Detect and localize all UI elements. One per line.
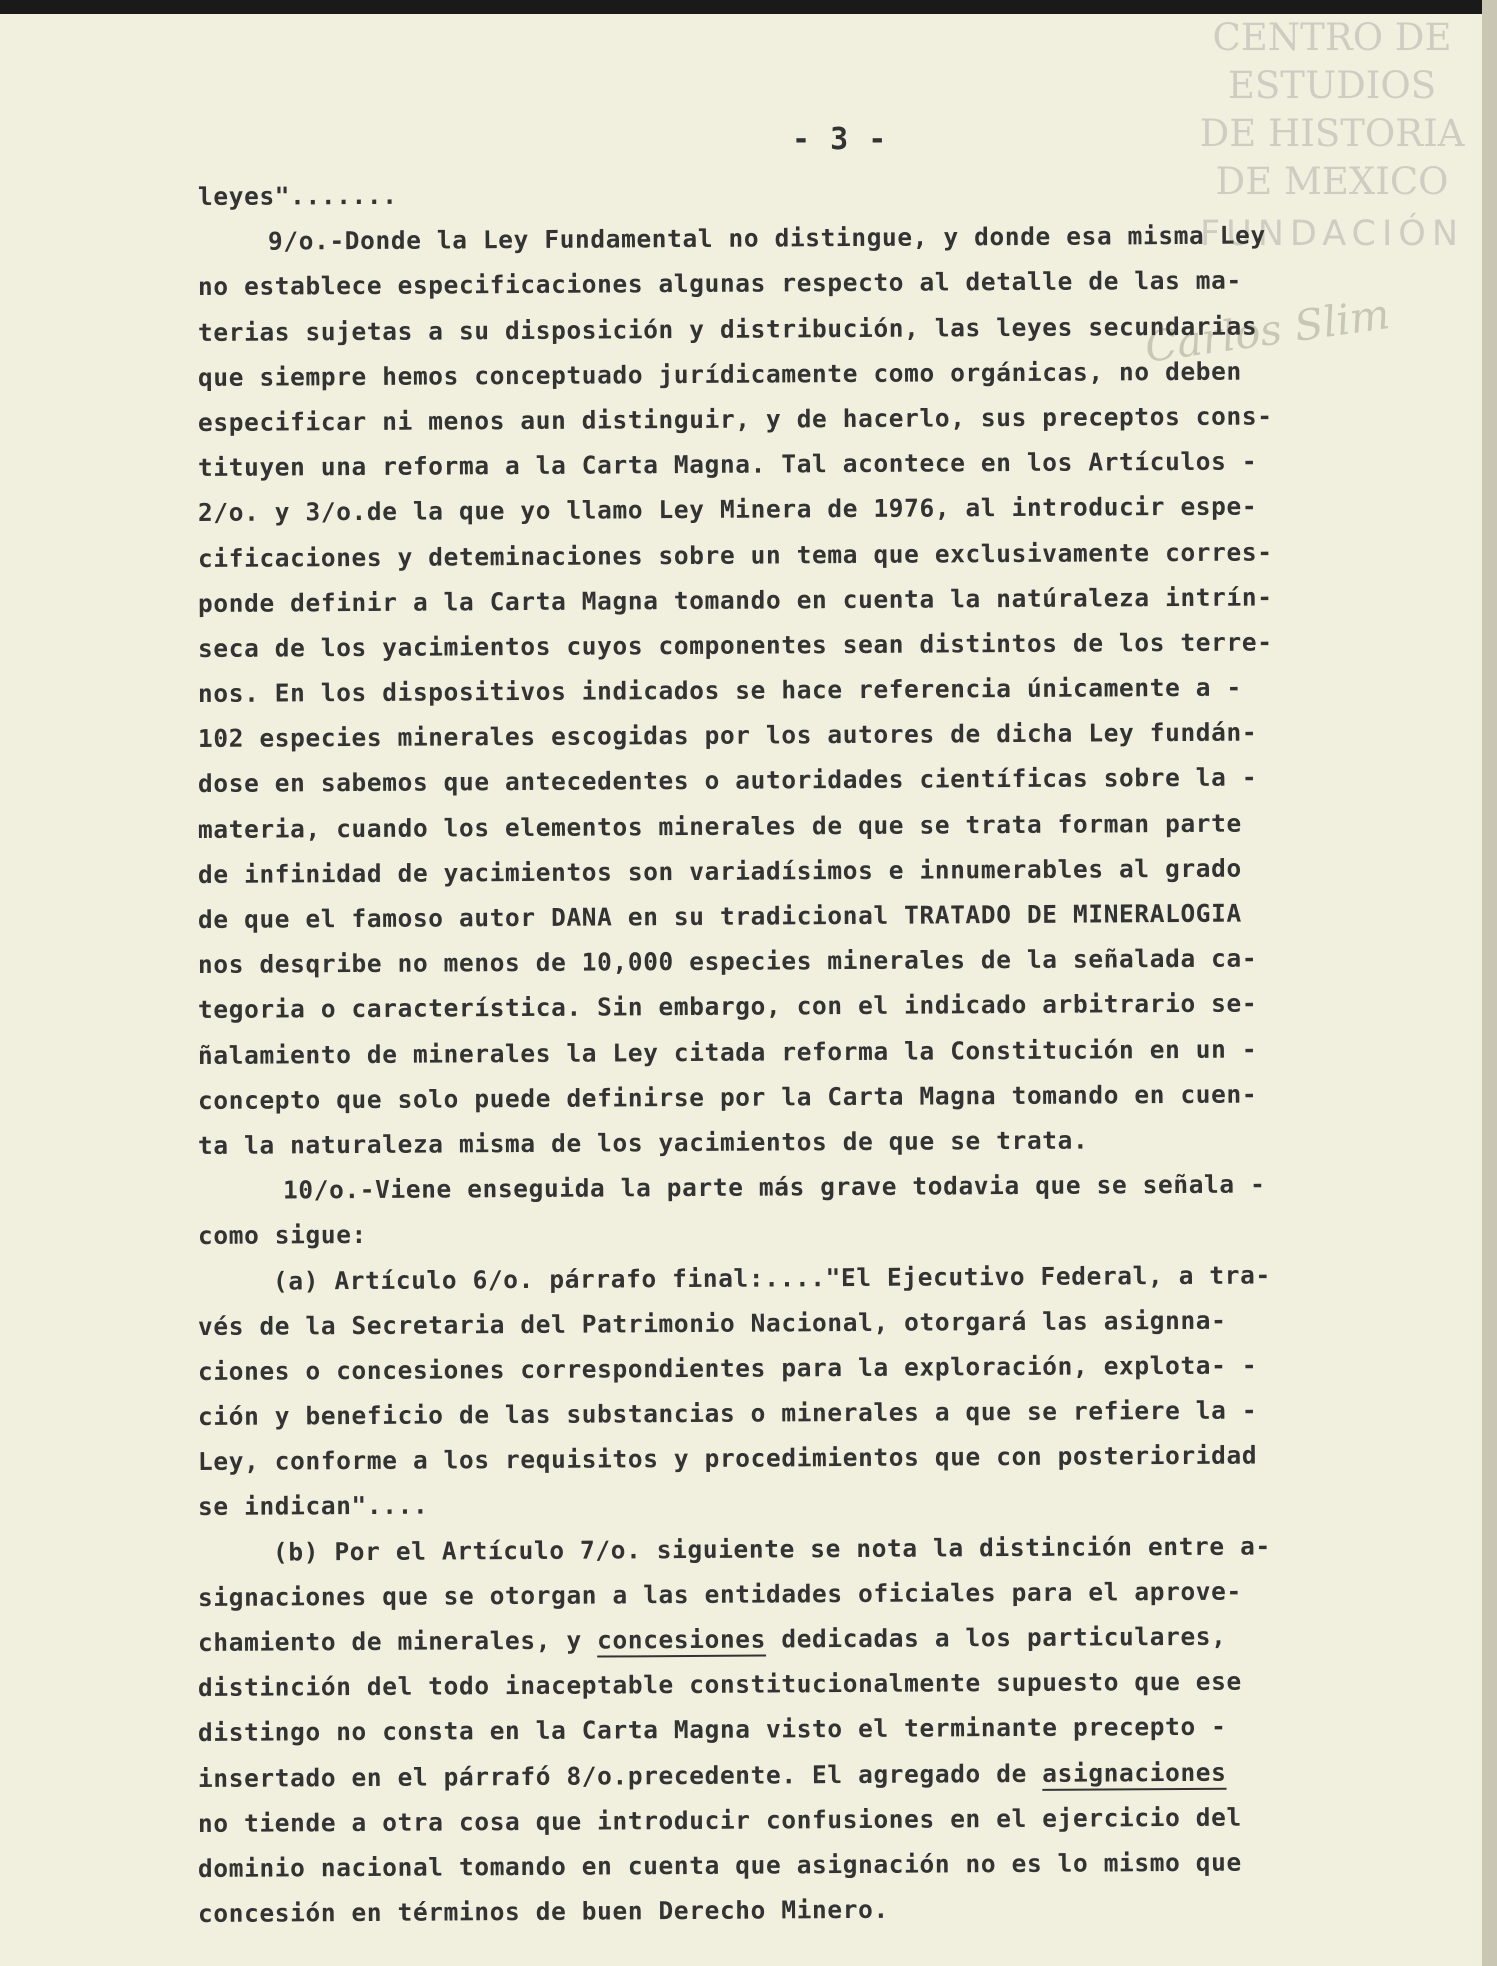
text-line: tegoria o característica. Sin embargo, con el indicado arbitrario se- (197, 988, 1258, 1025)
line-segment: insertado en el párrafó 8/o.precedente. El agregado de (197, 1758, 1043, 1793)
text-line: 2/o. y 3/o.de la que yo llamo Ley Minera de 1976, al introducir espe- (197, 491, 1258, 528)
text-line: nos. En los dispositivos indicados se hace referencia únicamente a - (197, 672, 1242, 709)
text-line: Ley, conforme a los requisitos y procedimientos que con posterioridad (197, 1440, 1258, 1477)
text-line: (a) Artículo 6/o. párrafo final:...."El Ejecutivo Federal, a tra- (272, 1259, 1271, 1296)
text-line: concepto que solo puede definirse por la Carta Magna tomando en cuen- (197, 1079, 1258, 1115)
text-line: vés de la Secretaria del Patrimonio Nacional, otorgará las asignna- (197, 1305, 1227, 1341)
text-line: concesión en términos de buen Derecho Minero. (197, 1894, 889, 1929)
text-line: 10/o.-Viene enseguida la parte más grave todavia que se señala - (282, 1169, 1266, 1205)
text-line: signaciones que se otorgan a las entidades oficiales para el aprove- (197, 1576, 1242, 1612)
text-line: se indican".... (197, 1491, 429, 1522)
underlined-term: asignaciones (1042, 1757, 1227, 1788)
text-line: distingo no consta en la Carta Magna visto el terminante precepto - (197, 1712, 1227, 1748)
text-line: seca de los yacimientos cuyos componentes sean distintos de los terre- (197, 627, 1273, 663)
text-line: leyes"....... (197, 180, 398, 211)
underlined-term: concesiones (597, 1624, 767, 1655)
line-segment: chamiento de minerales, y (197, 1625, 598, 1657)
text-line: ción y beneficio de las substancias o minerales a que se refiere la - (197, 1395, 1258, 1432)
text-line: (b) Por el Artículo 7/o. siguiente se nota la distinción entre a- (272, 1531, 1271, 1567)
text-line: tituyen una reforma a la Carta Magna. Tal acontece en los Artículos - (197, 446, 1258, 483)
watermark-foundation: FUNDACIÓN (1199, 214, 1465, 254)
text-line: ciones o concesiones correspondientes para la exploración, explota- - (197, 1350, 1258, 1386)
signature: Carlos Slim (1141, 289, 1393, 372)
text-line: ta la naturaleza misma de los yacimientos de que se trata. (197, 1125, 1089, 1160)
typewritten-body (198, 174, 1438, 1936)
text-line: 9/o.-Donde la Ley Fundamental no distingue, y donde esa misma Ley (267, 220, 1266, 256)
watermark-line: CENTRO DE (1212, 16, 1452, 59)
text-line: no establece especificaciones algunas respecto al detalle de las ma- (197, 265, 1242, 302)
text-line (198, 1612, 1438, 1665)
text-line: no tiende a otra cosa que introducir confusiones en el ejercicio del (197, 1802, 1242, 1838)
text-line: como sigue: (197, 1220, 367, 1251)
watermark-line: DE MEXICO (1215, 160, 1449, 203)
text-line: ñalamiento de minerales la Ley citada reforma la Constitución en un - (197, 1034, 1258, 1070)
text-line: terias sujetas a su disposición y distribución, las leyes secundarias (197, 311, 1258, 347)
text-line: 102 especies minerales escogidas por los autores de dicha Ley fundán- (197, 717, 1258, 754)
scan-edge (1482, 0, 1497, 1966)
text-line (198, 1748, 1438, 1801)
watermark-line: DE HISTORIA (1199, 112, 1465, 155)
text-line: ponde definir a la Carta Magna tomando en cuenta la natúraleza intrín- (197, 582, 1273, 618)
text-line: nos desqribe no menos de 10,000 especies minerales de la señalada ca- (197, 943, 1258, 980)
watermark-line: ESTUDIOS (1227, 64, 1437, 107)
text-line: especificar ni menos aun distinguir, y de hacerlo, sus preceptos cons- (197, 401, 1273, 437)
text-line: de que el famoso autor DANA en su tradicional TRATADO DE MINERALOGIA (197, 898, 1242, 934)
text-line: distinción del todo inaceptable constitucionalmente supuesto que ese (197, 1666, 1242, 1703)
line-segment: dedicadas a los particulares, (765, 1621, 1227, 1654)
text-line: que siempre hemos conceptuado jurídicamente como orgánicas, no deben (197, 356, 1242, 392)
text-line: dose en sabemos que antecedentes o autoridades científicas sobre la - (197, 762, 1258, 799)
document-page (0, 14, 1482, 1966)
text-line: materia, cuando los elementos minerales de que se trata forman parte (197, 808, 1242, 844)
page-number: - 3 - (792, 122, 888, 157)
text-line: de infinidad de yacimientos son variadísimos e innumerables al grado (197, 853, 1242, 889)
text-line: cificaciones y deteminaciones sobre un tema que exclusivamente corres- (197, 536, 1273, 573)
text-line: dominio nacional tomando en cuenta que asignación no es lo mismo que (197, 1847, 1242, 1883)
